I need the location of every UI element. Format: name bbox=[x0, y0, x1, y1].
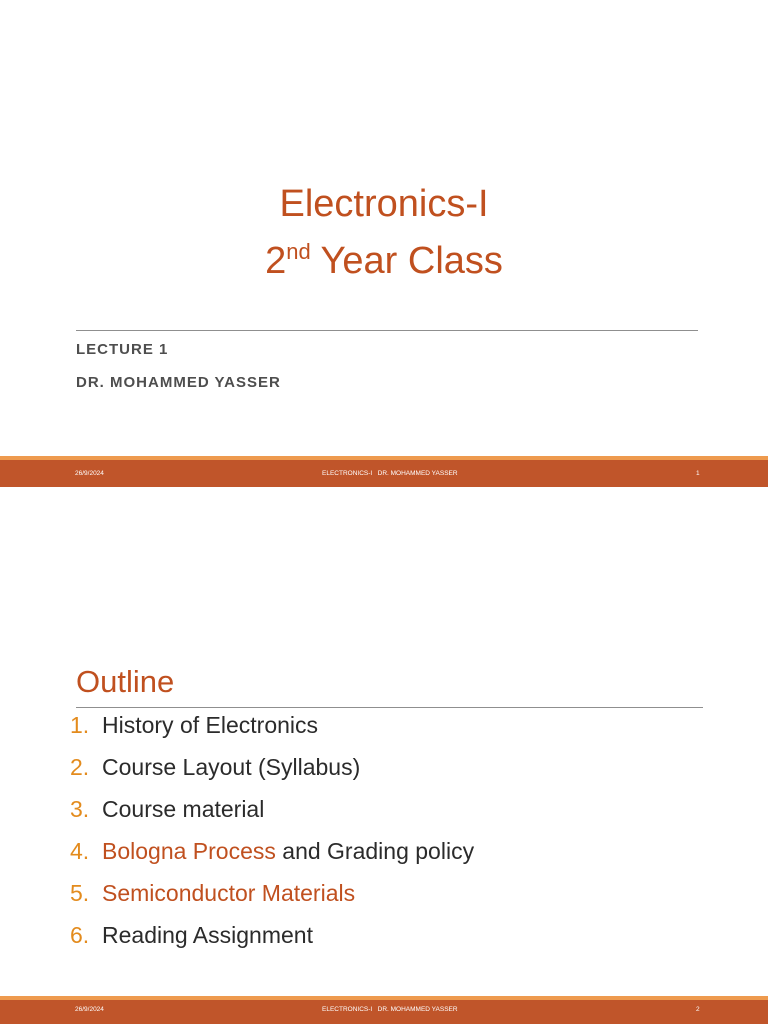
item-number: 3. bbox=[70, 796, 90, 822]
item-number: 1. bbox=[70, 712, 90, 738]
item-number: 6. bbox=[70, 922, 90, 948]
list-item bbox=[70, 796, 474, 838]
title-ordinal-suffix: nd bbox=[286, 239, 311, 264]
item-number: 2. bbox=[70, 754, 90, 780]
title-divider bbox=[76, 330, 698, 331]
title-line-2 bbox=[0, 230, 768, 283]
title-year-number: 2 bbox=[265, 240, 287, 282]
outline-title: Outline bbox=[76, 664, 175, 699]
slide-1 bbox=[0, 0, 768, 488]
footer-course bbox=[322, 470, 458, 477]
title-line-1: Electronics-I bbox=[279, 183, 489, 225]
item-text: Course material bbox=[102, 796, 265, 822]
footer-course-name: ELECTRONICS-I bbox=[322, 1006, 373, 1013]
footer-page-number: 1 bbox=[696, 470, 700, 477]
list-item bbox=[70, 880, 474, 922]
item-text: Reading Assignment bbox=[102, 922, 313, 948]
slide-2 bbox=[0, 488, 768, 1024]
item-highlight: Bologna Process bbox=[102, 838, 276, 864]
footer-author: DR. MOHAMMED YASSER bbox=[377, 470, 458, 477]
footer-date: 26/9/2024 bbox=[75, 1006, 104, 1013]
list-item bbox=[70, 712, 474, 754]
footer-course bbox=[322, 1006, 458, 1013]
list-item bbox=[70, 838, 474, 880]
title-year-rest: Year Class bbox=[310, 240, 503, 282]
item-text-rest: and Grading policy bbox=[275, 838, 475, 864]
item-number: 5. bbox=[70, 880, 90, 906]
footer-author: DR. MOHAMMED YASSER bbox=[377, 1006, 458, 1013]
item-text: History of Electronics bbox=[102, 712, 319, 738]
footer-course-name: ELECTRONICS-I bbox=[322, 470, 373, 477]
slide-footer bbox=[0, 1000, 768, 1024]
item-number: 4. bbox=[70, 838, 90, 864]
footer-page-number: 2 bbox=[696, 1006, 700, 1013]
list-item bbox=[70, 922, 474, 964]
item-text: Course Layout (Syllabus) bbox=[102, 754, 361, 780]
author-label: DR. MOHAMMED YASSER bbox=[76, 374, 281, 391]
lecture-label: LECTURE 1 bbox=[76, 341, 169, 358]
outline-divider bbox=[76, 707, 703, 708]
list-item bbox=[70, 754, 474, 796]
outline-list bbox=[70, 712, 474, 964]
item-highlight: Semiconductor Materials bbox=[102, 880, 356, 906]
footer-date: 26/9/2024 bbox=[75, 470, 104, 477]
slide-footer bbox=[0, 460, 768, 487]
